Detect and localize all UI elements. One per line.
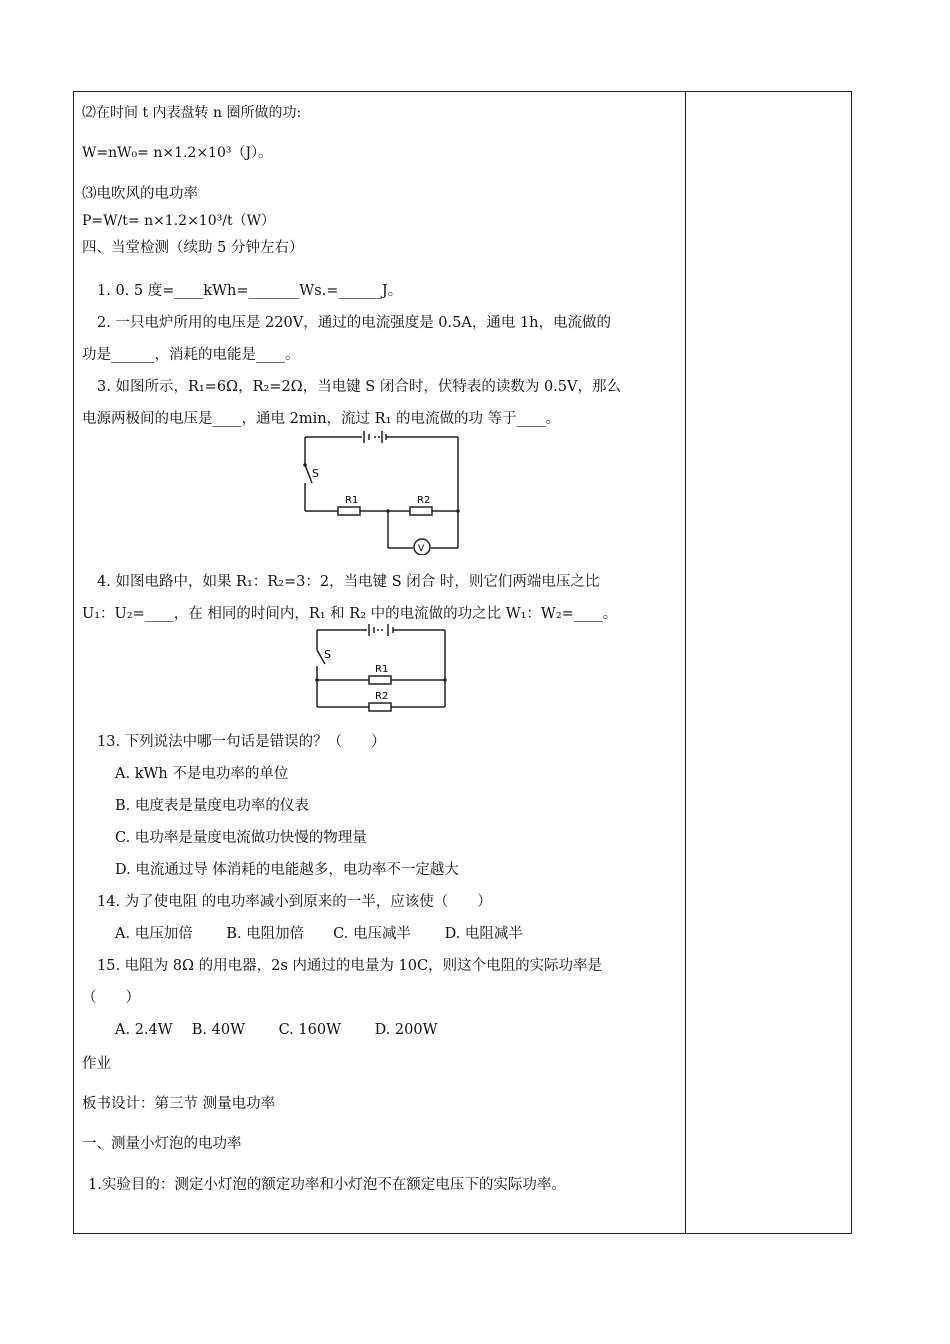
switch-label: S [312, 467, 319, 480]
r2-label: R2 [417, 495, 431, 506]
formula-power: P=W/t= n×1.2×10³/t（W） [82, 213, 275, 229]
question-3-cont: 电源两极间的电压是____，通电 2min，流过 R₁ 的电流做的功 等于____。 [82, 411, 561, 427]
column-divider [685, 91, 686, 1234]
question-4: 4. 如图电路中，如果 R₁：R₂=3：2，当电键 S 闭合 时，则它们两端电压之比 [97, 574, 600, 590]
option-b: B. 电度表是量度电功率的仪表 [115, 798, 309, 814]
question-14-options: A. 电压加倍 B. 电阻加倍 C. 电压减半 D. 电阻减半 [115, 926, 523, 942]
text-line: ⑵在时间 t 内表盘转 n 圈所做的功: [82, 105, 302, 121]
section-heading: 四、当堂检测（续助 5 分钟左右） [82, 240, 304, 256]
question-1: 1. 0. 5 度=____kWh=_______Ws.=______J。 [97, 283, 403, 299]
question-2: 2. 一只电炉所用的电压是 220V，通过的电流强度是 0.5A，通电 1h，电流做的 [97, 315, 612, 331]
option-c: C. 电功率是量度电流做功快慢的物理量 [115, 830, 367, 846]
circuit-diagram-1 [290, 425, 470, 555]
r1-label: R1 [345, 495, 359, 506]
circuit-diagram-2 [305, 622, 455, 717]
question-13: 13. 下列说法中哪一句话是错误的？（ ） [97, 734, 386, 750]
text-line: ⑶电吹风的电功率 [82, 186, 198, 202]
question-15-cont: （ ） [82, 990, 140, 1006]
question-15: 15. 电阻为 8Ω 的用电器，2s 内通过的电量为 10C，则这个电阻的实际功率是 [97, 958, 603, 974]
question-3: 3. 如图所示，R₁=6Ω，R₂=2Ω，当电键 S 闭合时，伏特表的读数为 0.5V，那么 [97, 379, 621, 395]
question-2-cont: 功是______，消耗的电能是____。 [82, 347, 300, 363]
formula-work: W=nW₀= n×1.2×10³（J）。 [82, 145, 273, 161]
table-frame [73, 91, 852, 1234]
r1-label: R1 [375, 664, 389, 675]
question-14: 14. 为了使电阻 的电功率减小到原来的一半，应该使（ ） [97, 894, 492, 910]
voltmeter-label: V [418, 544, 425, 554]
question-4-cont: U₁：U₂=____，在 相同的时间内，R₁ 和 R₂ 中的电流做的功之比 W₁：W₂=____。 [82, 606, 618, 622]
section-1-heading: 一、测量小灯泡的电功率 [82, 1136, 242, 1152]
option-d: D. 电流通过导 体消耗的电能越多，电功率不一定越大 [115, 862, 459, 878]
experiment-aim: 1.实验目的：测定小灯泡的额定功率和小灯泡不在额定电压下的实际功率。 [88, 1177, 566, 1193]
board-design: 板书设计：第三节 测量电功率 [82, 1096, 276, 1112]
homework-label: 作业 [82, 1056, 111, 1072]
r2-label: R2 [375, 691, 389, 702]
question-15-options: A. 2.4W B. 40W C. 160W D. 200W [115, 1022, 438, 1038]
switch-label: S [324, 648, 331, 661]
option-a: A. kWh 不是电功率的单位 [115, 766, 289, 782]
